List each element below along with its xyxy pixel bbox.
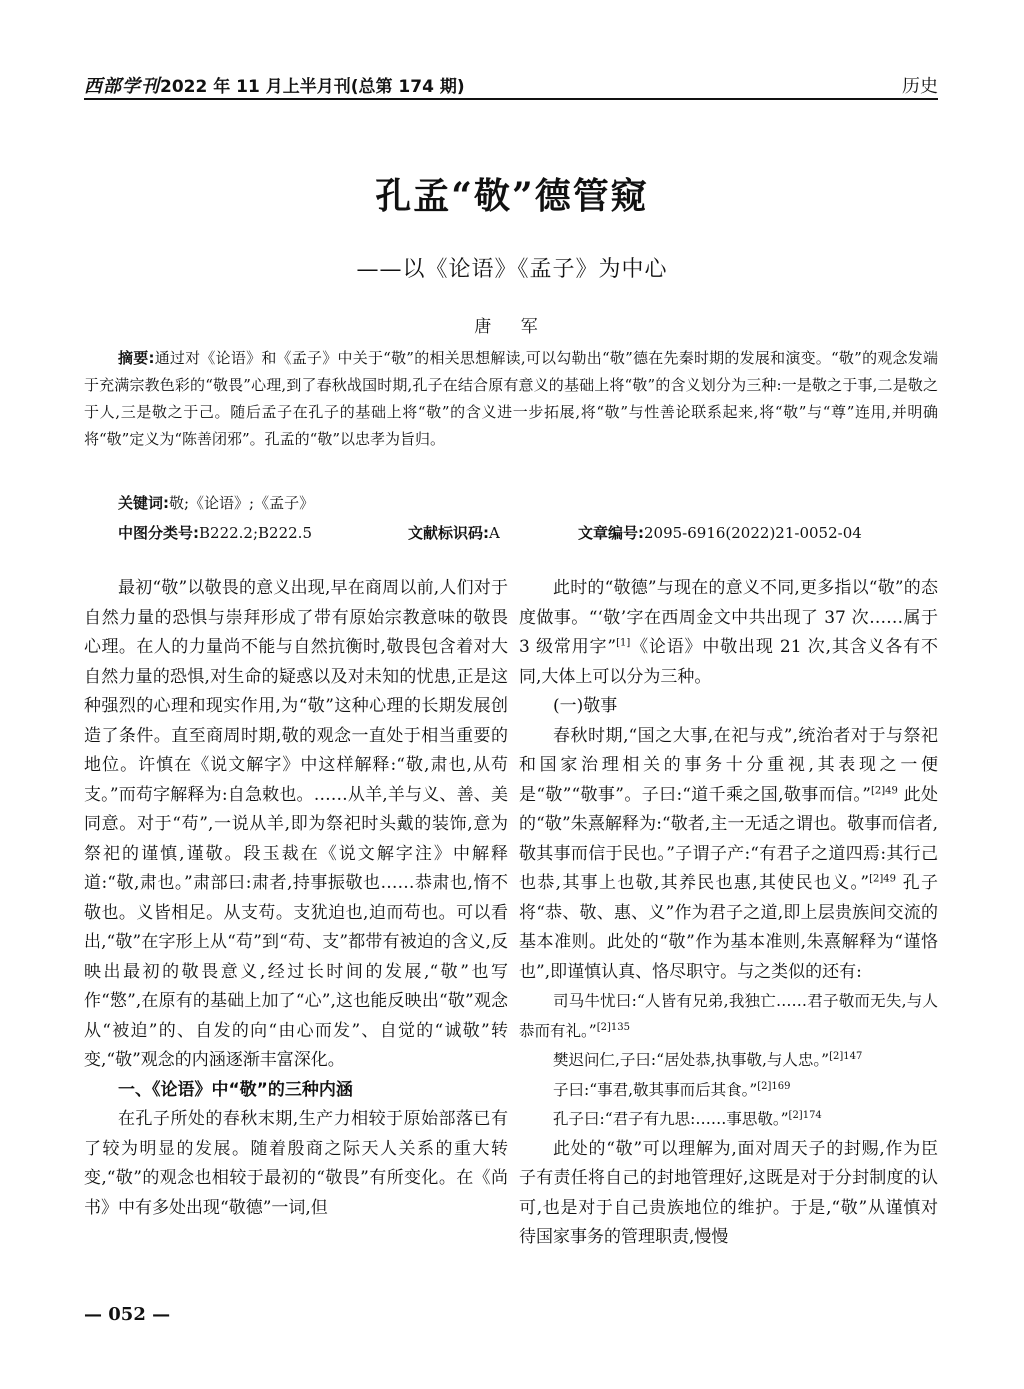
text-span: 春秋时期,“国之大事,在祀与戎”,统治者对于与祭祀和国家治理相关的事务十分重视,其表现之一便是“敬”“敬事”。子曰:“道千乘之国,敬事而信。” xyxy=(519,725,938,805)
section-label: 历史 xyxy=(902,76,938,97)
doc-code xyxy=(408,522,500,543)
subsection-heading: (一)敬事 xyxy=(553,696,618,716)
paragraph xyxy=(519,722,938,988)
journal-logo: 西部学刊 xyxy=(84,76,160,97)
quote xyxy=(519,1076,938,1106)
quote xyxy=(519,1046,938,1076)
citation: [2]135 xyxy=(596,1021,630,1033)
quote-text: 司马牛忧曰:“人皆有兄弟,我独亡……君子敬而无失,与人恭而有礼。” xyxy=(519,992,938,1040)
abstract-text: 通过对《论语》和《孟子》中关于“敬”的相关思想解读,可以勾勒出“敬”德在先秦时期的发展和演变。“敬”的观念发端于充满宗教色彩的“敬畏”心理,到了春秋战国时期,孔子在结合原有意义的基础上将“敬”的含义划分为三种:一是敬之于事,二是敬之于人,三是敬之于己。随后孟子在孔子的基础上将“敬”的含义进一步拓展,将“敬”与性善论联系起来,将“敬”与“尊”连用,并明确将“敬”定义为“陈善闭邪”。孔孟的“敬”以忠孝为旨归。 xyxy=(84,349,938,448)
art-label: 文章编号: xyxy=(578,524,644,542)
keywords-text: 敬;《论语》;《孟子》 xyxy=(169,494,315,512)
text-span: 此时的“敬德”与现在的意义不同,更多指以“敬”的态度做事。“‘敬’字在西周金文中共出现了 37 次……属于 3 级常用字” xyxy=(519,578,938,657)
quote xyxy=(519,1105,938,1135)
author-name: 唐 军 xyxy=(474,317,550,337)
clc-code xyxy=(118,522,312,543)
citation: [2]174 xyxy=(788,1109,822,1121)
citation: [2]169 xyxy=(757,1080,791,1092)
paragraph: 最初“敬”以敬畏的意义出现,早在商周以前,人们对于自然力量的恐惧与崇拜形成了带有原始宗教意味的敬畏心理。在人的力量尚不能与自然抗衡时,敬畏包含着对大自然力量的恐惧,对生命的疑惑以及对未知的忧患,正是这种强烈的心理和现实作用,为“敬”这种心理的长期发展创造了条件。直至商周时期,敬的观念一直处于相当重要的地位。许慎在《说文解字》中这样解释:“敬,肃也,从苟支。”而苟字解释为:自急敕也。……从羊,羊与义、善、美同意。对于“苟”,一说从羊,即为祭祀时头戴的装饰,意为祭祀的谨慎,谨敬。段玉裁在《说文解字注》中解释道:“敬,肃也。”肃部曰:肃者,持事振敬也……恭肃也,惰不敬也。义皆相足。从支苟。支犹迫也,迫而苟也。可以看出,“敬”在字形上从“苟”到“苟、支”都带有被迫的含义,反映出最初的敬畏意义,经过长时间的发展,“敬”也写作“憼”,在原有的基础上加了“心”,这也能反映出“敬”观念从“被迫”的、自发的向“由心而发”、自觉的“诚敬”转变,“敬”观念的内涵逐渐丰富深化。 xyxy=(84,578,508,1070)
abstract-label: 摘要: xyxy=(118,349,155,367)
keywords-label: 关键词: xyxy=(118,494,169,512)
citation: [2]49 xyxy=(870,784,898,796)
art-value: 2095-6916(2022)21-0052-04 xyxy=(644,524,862,542)
citation: [2]147 xyxy=(829,1050,863,1062)
keywords xyxy=(118,492,314,513)
article-subtitle: ——以《论语》《孟子》为中心 xyxy=(356,257,668,282)
right-column xyxy=(519,574,938,1253)
left-column xyxy=(84,574,508,1223)
section-heading: 一、《论语》中“敬”的三种内涵 xyxy=(118,1079,353,1100)
abstract xyxy=(84,345,938,453)
paragraph xyxy=(519,574,938,692)
doc-value: A xyxy=(489,524,500,542)
page-number: — 052 — xyxy=(84,1304,171,1325)
text-span: 《论语》中敬出现 21 次,其含义各有不同,大体上可以分为三种。 xyxy=(519,637,938,687)
citation: [1] xyxy=(616,637,631,649)
paragraph: 在孔子所处的春秋末期,生产力相较于原始部落已有了较为明显的发展。随着殷商之际天人关系的重大转变,“敬”的观念也相较于最初的“敬畏”有所变化。在《尚书》中有多处出现“敬德”一词,但 xyxy=(84,1109,508,1218)
header-rule xyxy=(84,98,938,100)
citation: [2]49 xyxy=(869,873,896,885)
quote-text: 孔子曰:“君子有九思:……事思敬。” xyxy=(553,1110,789,1128)
paragraph: 此处的“敬”可以理解为,面对周天子的封赐,作为臣子有责任将自己的封地管理好,这既是对于分封制度的认可,也是对于自己贵族地位的维护。于是,“敬”从谨慎对待国家事务的管理职责,慢慢 xyxy=(519,1138,938,1247)
article-number xyxy=(578,522,862,543)
quote xyxy=(519,987,938,1046)
quote-text: 子曰:“事君,敬其事而后其食。” xyxy=(553,1080,758,1099)
text-span: 此处的“敬”朱熹解释为:“敬者,主一无适之谓也。敬事而信者,敬其事而信于民也。”子谓子产:“有君子之道四焉:其行己也恭,其事上也敬,其养民也惠,其使民也义。” xyxy=(519,784,939,893)
text-span: 孔子将“恭、敬、惠、义”作为君子之道,即上层贵族间交流的基本准则。此处的“敬”作为基本准则,朱熹解释为“谨恪也”,即谨慎认真、恪尽职守。与之类似的还有: xyxy=(519,873,939,982)
clc-label: 中图分类号: xyxy=(118,524,199,542)
article-title: 孔孟“敬”德管窥 xyxy=(375,175,649,217)
doc-label: 文献标识码: xyxy=(408,524,489,542)
page-header xyxy=(84,68,938,98)
quote-text: 樊迟问仁,子曰:“居处恭,执事敬,与人忠。” xyxy=(553,1051,830,1069)
clc-value: B222.2;B222.5 xyxy=(199,524,312,542)
issue-info: 2022 年 11 月上半月刊(总第 174 期) xyxy=(160,77,465,97)
